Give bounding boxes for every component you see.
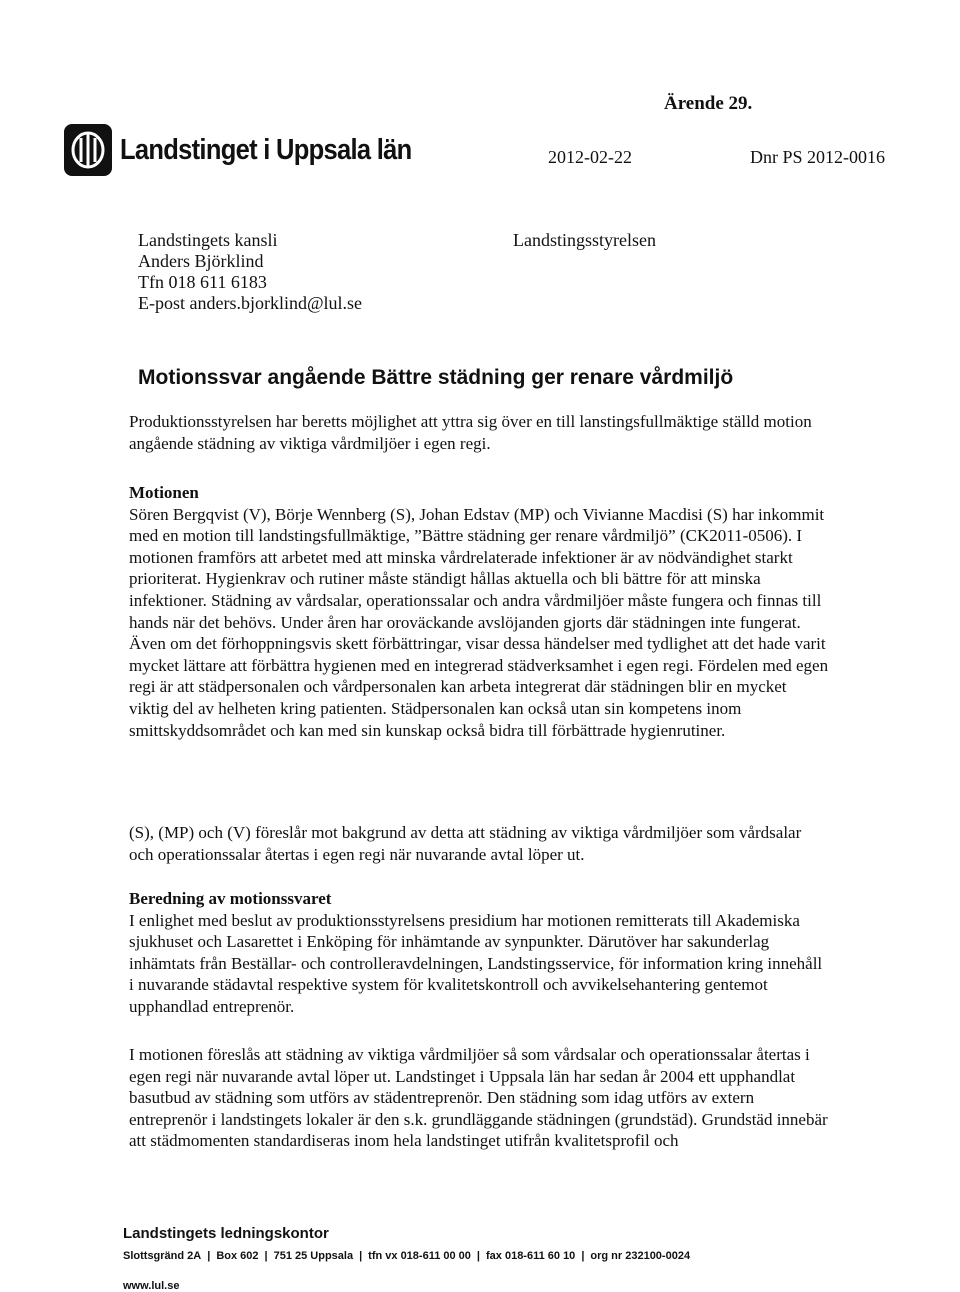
- beredning-paragraph: I enlighet med beslut av produktionsstyrelsens presidium har motionen remitterats till Akademiska sjukhuset och Lasarettet i Enköping för inhämtande av synpunkter. Därutöver har sakunderlag inhämtats från Beställar- och controlleravdelningen, Landstingsservice, för information kring innehåll i nuvarande städavtal respektive system för kvalitetskontroll och avvikelsehantering gentemot upphandlad entreprenör.: [129, 910, 823, 1016]
- footer-box: Box 602: [216, 1250, 259, 1262]
- beredning-heading: Beredning av motionssvaret: [129, 889, 332, 908]
- footer-website-link[interactable]: www.lul.se: [123, 1280, 180, 1292]
- beredning-paragraph-2: I motionen föreslås att städning av viktiga vårdmiljöer så som vårdsalar och operationssalar återtas i egen regi när nuvarande avtal löper ut. Landstinget i Uppsala län har sedan år 2004 ett upphandlat basutbud av städning som utförs av städentreprenör. Den städning som idag utförs av extern entreprenör i landstingets lokaler är den s.k. grundläggande städningen (grundstäd). Grundstäd innebär att städmomenten standardiseras inom hela landstinget utifrån kvalitetsprofil och: [129, 1045, 828, 1151]
- sender-block: [138, 230, 362, 314]
- document-title: Motionssvar angående Bättre städning ger renare vårdmiljö: [138, 366, 734, 389]
- logo: [64, 124, 451, 176]
- sender-name: Anders Björklind: [138, 251, 264, 271]
- recipient: Landstingsstyrelsen: [513, 230, 656, 250]
- motionen-section: [129, 482, 829, 741]
- footer-orgnr: org nr 232100-0024: [590, 1250, 691, 1262]
- motionen-heading: Motionen: [129, 483, 199, 502]
- footer-phone: tfn vx 018-611 00 00: [368, 1250, 471, 1262]
- proposal-section: [129, 822, 829, 865]
- logo-text: Landstinget i Uppsala län: [120, 133, 412, 166]
- document-number: Dnr PS 2012-0016: [750, 147, 886, 167]
- footer-address: Slottsgränd 2A | Box 602 | 751 25 Uppsala | tfn vx 018-611 00 00 | fax 018-611 60 10 | org nr 232100-0024: [123, 1250, 691, 1262]
- logo-emblem-icon: [64, 124, 112, 176]
- agenda-item-number: Ärende 29.: [664, 93, 753, 114]
- intro-section: [129, 411, 829, 454]
- footer-street: Slottsgränd 2A: [123, 1250, 202, 1262]
- sender-dept: Landstingets kansli: [138, 230, 278, 250]
- sender-email: E-post anders.bjorklind@lul.se: [138, 293, 363, 313]
- footer-org: Landstingets ledningskontor: [123, 1225, 329, 1242]
- sender-phone: Tfn 018 611 6183: [138, 272, 267, 292]
- beredning-section: [129, 888, 829, 1018]
- footer-postal: 751 25 Uppsala: [273, 1250, 354, 1262]
- footer: [123, 1225, 690, 1292]
- motionen-paragraph: Sören Bergqvist (V), Börje Wennberg (S), Johan Edstav (MP) och Vivianne Macdisi (S) har inkommit med en motion till landstingsfullmäktige, ”Bättre städning ger renare vårdmiljö” (CK2011-0506). I motionen framförs att arbetet med att minska vårdrelaterade infektioner är av nödvändighet starkt prioriterat. Hygienkrav och rutiner måste ständigt hållas aktuella och bli bättre för att minska infektioner. Städning av vårdsalar, operationssalar och andra vårdmiljöer måste fungera och finnas till hands när det behövs. Under åren har oroväckande avslöjanden gjorts där städningen inte fungerat. Även om det förhoppningsvis skett förbättringar, visar dessa händelser med tydlighet att det hade varit mycket lättare att förbättra hygienen med en integrerad städverksamhet i egen regi. Fördelen med egen regi är att städpersonalen och vårdpersonalen kan arbeta integrerat där städningen blir en mycket viktig del av helheten kring patienten. Städpersonalen kan också utan sin kompetens inom smittskyddsområdet och kan med sin kunskap också bidra till förbättrade hygienrutiner.: [129, 504, 829, 740]
- document-date: 2012-02-22: [548, 147, 632, 167]
- proposal-paragraph: (S), (MP) och (V) föreslår mot bakgrund av detta att städning av viktiga vårdmiljöer som vårdsalar och operationssalar återtas i egen regi när nuvarande avtal löper ut.: [129, 823, 802, 864]
- footer-fax: fax 018-611 60 10: [486, 1250, 576, 1262]
- intro-paragraph: Produktionsstyrelsen har beretts möjlighet att yttra sig över en till lanstingsfullmäktige ställd motion angående städning av viktiga vårdmiljöer i egen regi.: [129, 412, 812, 453]
- beredning-section-2: [129, 1044, 829, 1152]
